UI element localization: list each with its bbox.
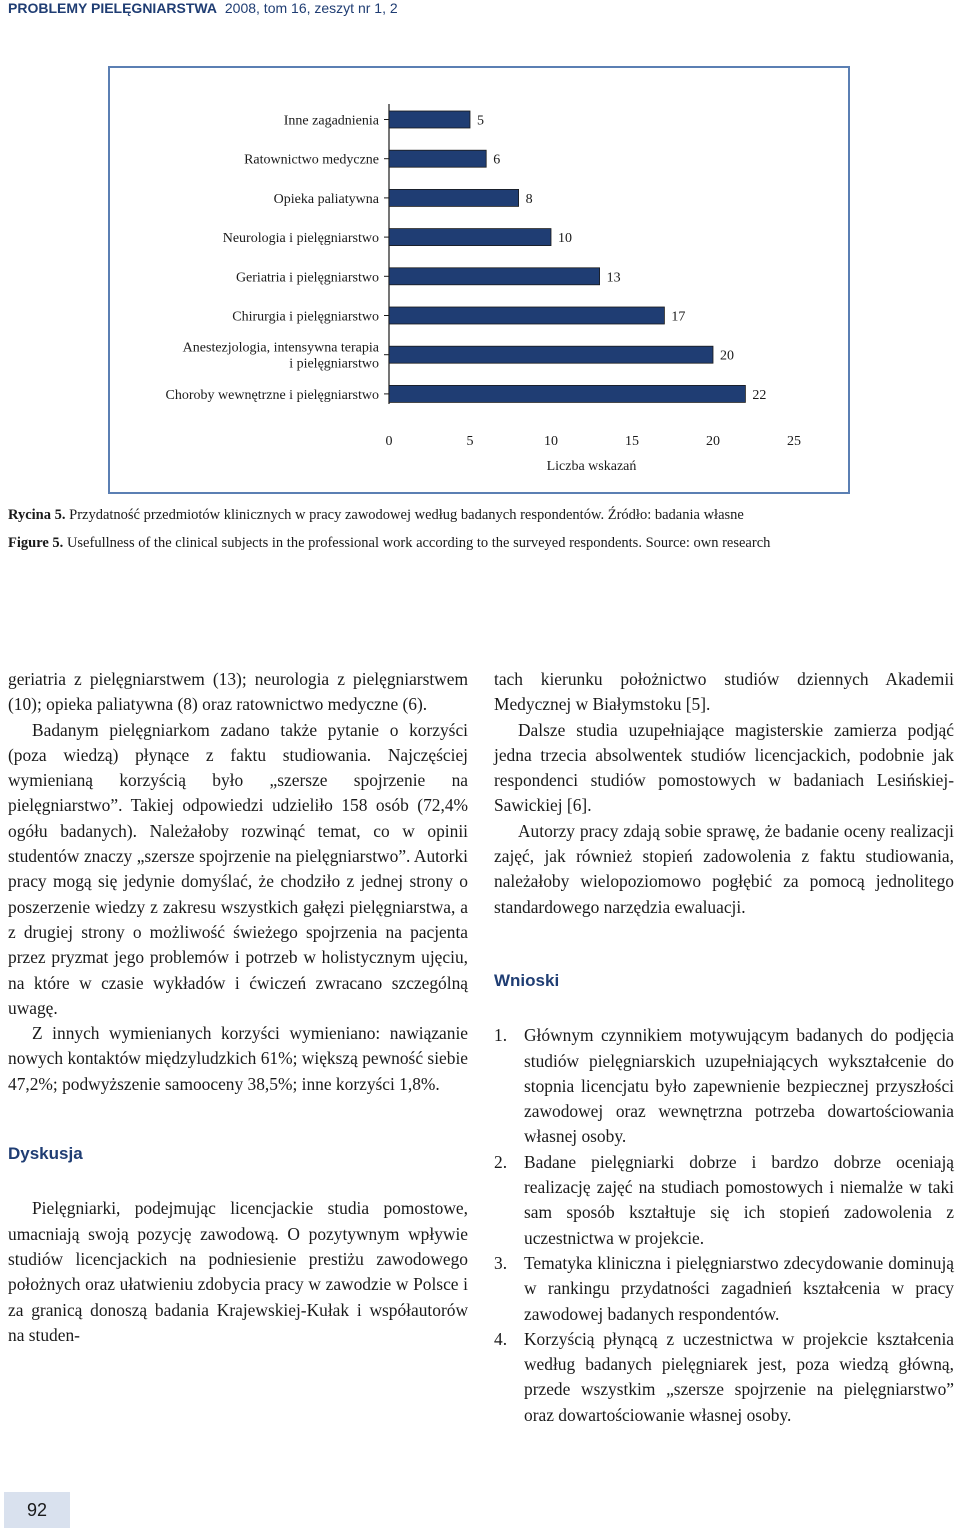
list-item <box>494 1251 954 1327</box>
caption-english-label: Figure 5. <box>8 535 64 551</box>
bar <box>389 268 600 285</box>
list-item-number: 1. <box>494 1025 508 1046</box>
page-number: 92 <box>4 1492 70 1528</box>
paragraph: Z innych wymienianych korzyści wymieniano: nawiązanie nowych kontaktów międzyludzkich 61%; większą pewność siebie 47,2%; podwyższenie samooceny 38,5%; inne korzyści 1,8%. <box>8 1023 468 1094</box>
list-item <box>494 1023 954 1149</box>
list-item-text: Badane pielęgniarki dobrze i bardzo dobrze oceniają realizację zajęć na studiach pomostowych i niemalże w taki sam sposób kształtuje się ich stopień zadowolenia z uczestnictwa w projekcie. <box>524 1151 954 1248</box>
data-label: 20 <box>720 348 734 364</box>
list-item-number: 4. <box>494 1328 508 1349</box>
category-label: i pielęgniarstwo <box>289 356 379 372</box>
list-item <box>494 1150 954 1251</box>
section-heading-wnioski: Wnioski <box>494 970 560 990</box>
category-label: Choroby wewnętrzne i pielęgniarstwo <box>165 387 379 403</box>
category-label: Neurologia i pielęgniarstwo <box>222 231 379 247</box>
paragraph: Pielęgniarki, podejmując licencjackie studia pomostowe, umacniają swoją pozycję zawodową. O pozytywnym wpływie studiów licencjackich na podniesienie prestiżu zawodowego położnych oraz ułatwieniu zdobycia pracy w zawodzie w Polsce i za granicą donoszą badania Krajewskiej-Kułak i współautorów na studen- <box>8 1198 468 1345</box>
right-column <box>494 667 954 1428</box>
category-label: Geriatria i pielęgniarstwo <box>235 270 379 286</box>
bar <box>389 229 551 246</box>
caption-polish-text: Przydatność przedmiotów klinicznych w pracy zawodowej według badanych respondentów. Źródło: badania własne <box>69 507 744 523</box>
data-label: 13 <box>606 270 621 286</box>
caption-polish-label: Rycina 5. <box>8 507 66 523</box>
bar <box>389 111 470 128</box>
data-label: 22 <box>752 387 767 403</box>
section-heading-dyskusja: Dyskusja <box>8 1144 83 1164</box>
paragraph: geriatria z pielęgniarstwem (13); neurologia z pielęgniarstwem (10); opieka paliatywna (8) oraz ratownictwo medyczne (6). <box>8 669 468 715</box>
category-label: Chirurgia i pielęgniarstwo <box>232 309 379 325</box>
category-label: Opieka paliatywna <box>273 191 379 207</box>
data-label: 5 <box>477 113 484 129</box>
list-item-text: Głównym czynnikiem motywującym badanych do podjęcia studiów pielęgniarskich uzupełniających wykształcenie do stopnia licencjatu było zapewnienie bezpiecznej przyszłości zawodowej oraz wewnętrzna potrzeba dowartościowania własnej osoby. <box>524 1025 954 1147</box>
list-item <box>494 1327 954 1428</box>
category-label: Anestezjologia, intensywna terapia <box>182 340 379 356</box>
list-item-text: Korzyścią płynącą z uczestnictwa w projekcie kształcenia według badanych pielęgniarek jest, poza wiedzą główną, przede wszystkim „szersze spojrzenie na pielęgniarstwo” oraz dowartościowanie własnej osoby. <box>524 1328 954 1425</box>
bar <box>389 307 664 324</box>
paragraph: Autorzy pracy zdają sobie sprawę, że badanie oceny realizacji zajęć, jak również stopień zadowolenia z faktu studiowania, należałoby wielopoziomowo pogłębić za pomocą jednolitego standardowego narzędzia ewaluacji. <box>494 820 954 917</box>
x-axis-title: Liczba wskazań <box>546 459 637 474</box>
x-tick-label: 0 <box>385 434 393 449</box>
caption-english <box>8 535 770 552</box>
figure-5-chart <box>108 66 850 494</box>
bar-chart <box>110 68 848 492</box>
paragraph: tach kierunku położnictwo studiów dziennych Akademii Medycznej w Białymstoku [5]. <box>494 669 954 715</box>
data-label: 6 <box>493 152 501 168</box>
bar <box>389 150 486 167</box>
journal-title: PROBLEMY PIELĘGNIARSTWA <box>8 0 217 16</box>
running-head <box>8 0 398 16</box>
x-tick-label: 15 <box>625 434 639 449</box>
paragraph: Dalsze studia uzupełniające magisterskie zamierza podjąć jedna trzecia absolwentek studiów licencjackich, podobnie jak respondenci studiów pomostowych w badaniach Lesińskiej-Sawickiej [6]. <box>494 719 954 816</box>
category-label: Ratownictwo medyczne <box>244 152 379 168</box>
conclusions-list <box>494 1023 954 1428</box>
paragraph: Badanym pielęgniarkom zadano także pytanie o korzyści (poza wiedzą) płynące z faktu studiowania. Najczęściej wymienianą korzyścią było „szersze spojrzenie na pielęgniarstwo”. Takiej odpowiedzi udzieliło 158 osób (72,4% ogółu badanych). Należałoby rozwinąć temat, co w opinii studentów znaczy „szersze spojrzenie na pielęgniarstwo”. Autorki pracy mogą się jedynie domyślać, że chodziło z jednej strony o poszerzenie wiedzy z zakresu wszystkich gałęzi pielęgniarstwa, a z drugiej strony o możliwość świeżego spojrzenia na pacjenta przez pryzmat jego problemów i potrzeb w holistycznym ujęciu, na które w czasie wykładów i ćwiczeń zwracano szczególną uwagę. <box>8 719 468 1018</box>
bar <box>389 346 713 363</box>
data-label: 10 <box>558 231 572 247</box>
journal-issue: 2008, tom 16, zeszyt nr 1, 2 <box>224 0 398 16</box>
x-tick-label: 5 <box>466 434 474 449</box>
list-item-number: 2. <box>494 1151 508 1172</box>
x-tick-label: 20 <box>706 434 720 449</box>
category-label: Inne zagadnienia <box>283 113 379 129</box>
x-tick-label: 25 <box>787 434 801 449</box>
data-label: 17 <box>671 309 686 325</box>
x-tick-label: 10 <box>544 434 558 449</box>
caption-polish <box>8 507 744 524</box>
bar <box>389 189 519 206</box>
left-column <box>8 667 468 1348</box>
bar <box>389 385 745 402</box>
caption-english-text: Usefullness of the clinical subjects in the professional work according to the surveyed respondents. Source: own research <box>66 535 771 551</box>
list-item-text: Tematyka kliniczna i pielęgniarstwo zdecydowanie dominują w rankingu przydatności zagadnień kształcenia w pracy zawodowej badanych respondentów. <box>524 1252 954 1324</box>
data-label: 8 <box>525 191 533 207</box>
list-item-number: 3. <box>494 1252 508 1273</box>
